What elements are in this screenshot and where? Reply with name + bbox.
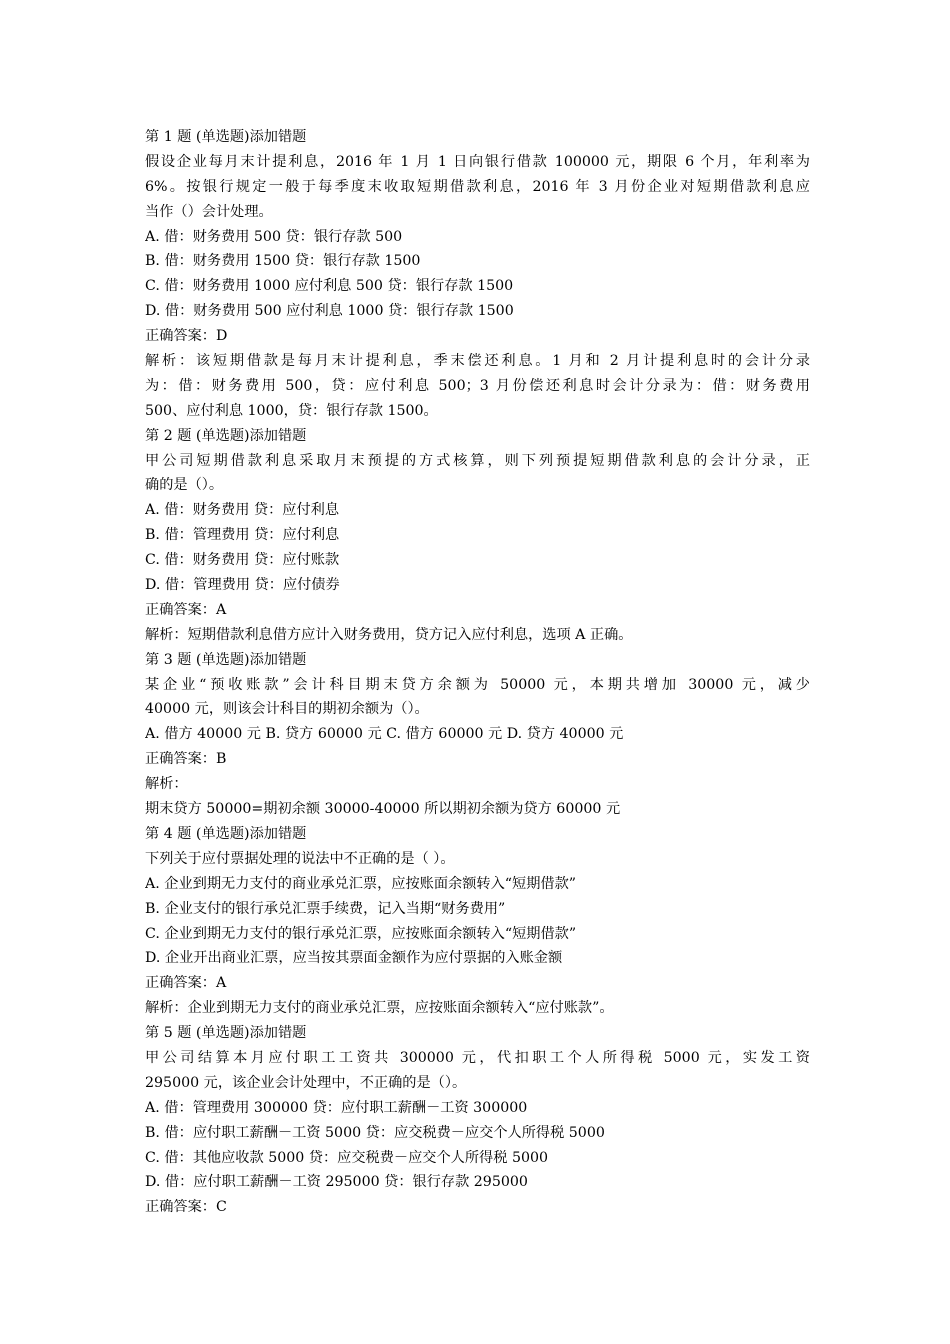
correct-answer: 正确答案：D xyxy=(145,328,228,345)
question-header xyxy=(145,424,810,449)
options-inline: A. 借方 40000 元 B. 贷方 60000 元 C. 借方 60000 元 D. 贷方 40000 元 xyxy=(145,726,624,743)
question-number: 第 5 题 (单选题) xyxy=(145,1025,250,1042)
question-header xyxy=(145,125,810,150)
option-b: B. 借：应付职工薪酬－工资 5000 贷：应交税费－应交个人所得税 5000 xyxy=(145,1124,605,1141)
question-header xyxy=(145,822,810,847)
question-number: 第 3 题 (单选题) xyxy=(145,651,250,668)
option-a: A. 企业到期无力支付的商业承兑汇票，应按账面余额转入“短期借款” xyxy=(145,875,577,892)
correct-answer: 正确答案：B xyxy=(145,751,227,768)
option-d: D. 借：财务费用 500 应付利息 1000 贷：银行存款 1500 xyxy=(145,303,514,320)
question-stem-line: 当作（）会计处理。 xyxy=(145,203,273,220)
option-d: D. 借：应付职工薪酬－工资 295000 贷：银行存款 295000 xyxy=(145,1174,528,1191)
option-b: B. 借：管理费用 贷：应付利息 xyxy=(145,527,340,544)
question-stem-line: 6%。按银行规定一般于每季度末收取短期借款利息，2016 年 3 月份企业对短期借款利息应 xyxy=(145,178,810,195)
question-number: 第 1 题 (单选题) xyxy=(145,129,250,145)
question-4 xyxy=(145,822,810,1021)
option-a: A. 借：财务费用 贷：应付利息 xyxy=(145,502,340,519)
add-error-link[interactable]: 添加错题 xyxy=(249,1025,307,1042)
analysis-line: 为：借：财务费用 500，贷：应付利息 500；3 月份偿还利息时会计分录为：借：财务费用 xyxy=(145,377,810,394)
question-5 xyxy=(145,1021,810,1220)
question-stem-line: 确的是（）。 xyxy=(145,477,224,494)
analysis-line: 解析：该短期借款是每月末计提利息，季末偿还利息。1 月和 2 月计提利息时的会计分录 xyxy=(145,353,810,370)
question-stem-line: 甲公司短期借款利息采取月末预提的方式核算，则下列预提短期借款利息的会计分录，正 xyxy=(145,452,810,469)
analysis-line: 解析：企业到期无力支付的商业承兑汇票，应按账面余额转入“应付账款”。 xyxy=(145,1000,614,1017)
correct-answer: 正确答案：A xyxy=(145,975,227,992)
option-c: C. 借：财务费用 1000 应付利息 500 贷：银行存款 1500 xyxy=(145,278,514,295)
question-3 xyxy=(145,648,810,822)
question-stem-line: 295000 元，该企业会计处理中，不正确的是（）。 xyxy=(145,1074,467,1091)
question-stem-line: 假设企业每月末计提利息，2016 年 1 月 1 日向银行借款 100000 元，期限 6 个月，年利率为 xyxy=(145,153,810,170)
add-error-link[interactable]: 添加错题 xyxy=(249,651,307,668)
analysis-line: 500、应付利息 1000，贷：银行存款 1500。 xyxy=(145,402,438,419)
question-number: 第 4 题 (单选题) xyxy=(145,825,250,842)
option-a: A. 借：财务费用 500 贷：银行存款 500 xyxy=(145,228,403,245)
analysis-line: 期末贷方 50000=期初余额 30000-40000 所以期初余额为贷方 60000 元 xyxy=(145,801,621,818)
option-b: B. 借：财务费用 1500 贷：银行存款 1500 xyxy=(145,253,421,270)
analysis-line: 解析： xyxy=(145,776,188,793)
question-stem-line: 某企业“预收账款”会计科目期末贷方余额为 50000 元，本期共增加 30000 元，减少 xyxy=(145,676,810,693)
correct-answer: 正确答案：A xyxy=(145,601,227,618)
add-error-link[interactable]: 添加错题 xyxy=(249,825,307,842)
option-c: C. 借：财务费用 贷：应付账款 xyxy=(145,552,340,569)
option-c: C. 借：其他应收款 5000 贷：应交税费－应交个人所得税 5000 xyxy=(145,1149,549,1166)
option-c: C. 企业到期无力支付的银行承兑汇票，应按账面余额转入“短期借款” xyxy=(145,925,577,942)
option-b: B. 企业支付的银行承兑汇票手续费，记入当期“财务费用” xyxy=(145,900,506,917)
option-d: D. 借：管理费用 贷：应付债券 xyxy=(145,577,340,594)
question-header xyxy=(145,1021,810,1046)
question-stem-line: 下列关于应付票据处理的说法中不正确的是（ ）。 xyxy=(145,850,455,867)
question-number: 第 2 题 (单选题) xyxy=(145,427,250,444)
question-1 xyxy=(145,125,810,424)
question-stem-line: 40000 元，则该会计科目的期初余额为（）。 xyxy=(145,701,429,718)
question-2 xyxy=(145,424,810,648)
correct-answer: 正确答案：C xyxy=(145,1199,227,1216)
question-header xyxy=(145,648,810,673)
question-stem-line: 甲公司结算本月应付职工工资共 300000 元，代扣职工个人所得税 5000 元，实发工资 xyxy=(145,1049,810,1066)
analysis-line: 解析：短期借款利息借方应计入财务费用，贷方记入应付利息，选项 A 正确。 xyxy=(145,626,633,643)
add-error-link[interactable]: 添加错题 xyxy=(249,427,307,444)
document-page xyxy=(145,125,810,1220)
add-error-link[interactable]: 添加错题 xyxy=(249,129,307,145)
option-a: A. 借：管理费用 300000 贷：应付职工薪酬－工资 300000 xyxy=(145,1099,528,1116)
option-d: D. 企业开出商业汇票，应当按其票面金额作为应付票据的入账金额 xyxy=(145,950,563,967)
